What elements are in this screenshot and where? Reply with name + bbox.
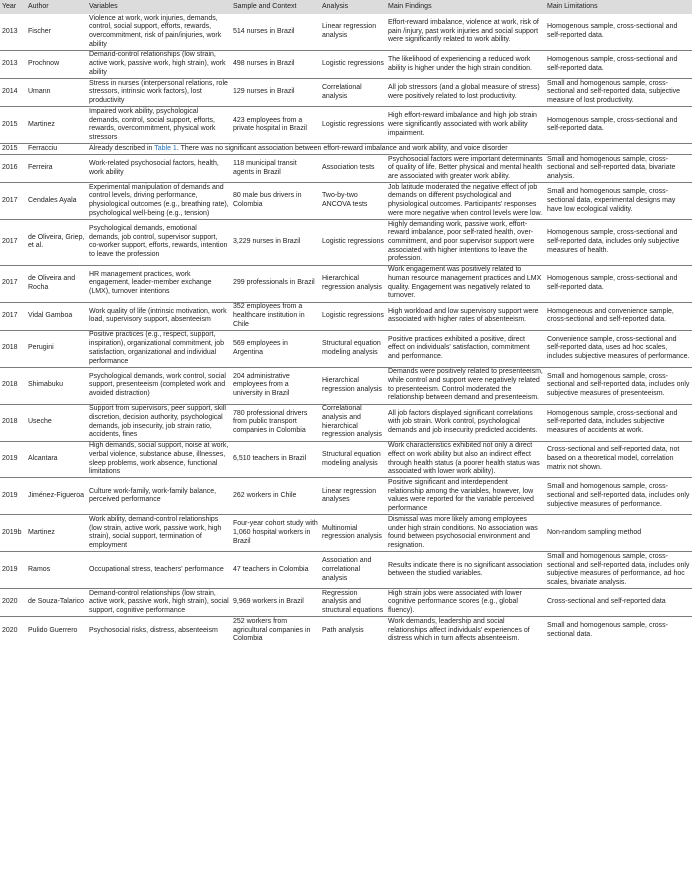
cell-limitations: Homogenous sample, cross-sectional and self-reported data, includes only subjective measures of health. xyxy=(547,229,680,254)
cell-year: 2016 xyxy=(2,164,18,172)
table-row xyxy=(0,50,692,78)
cell-author: Martinez xyxy=(28,120,55,128)
cell-findings: Effort-reward imbalance, violence at work, risk of pain /injury, past work injuries and social support were significantly related to work ability. xyxy=(388,18,539,44)
cell-variables: Occupational stress, teachers' performance xyxy=(89,565,224,573)
cell-sample: 780 professional drivers from public transport companies in Colombia xyxy=(233,409,308,434)
cell-findings: High effort-reward imbalance and high job strain were significantly associated with work ability impairment. xyxy=(388,112,537,137)
table-row xyxy=(0,367,692,404)
cell-analysis: Linear regression analyses xyxy=(322,487,377,504)
cell-findings: High strain jobs were associated with lower cognitive performance scores (e.g., global fluency). xyxy=(388,589,522,615)
cell-analysis: Structural equation modeling analysis xyxy=(322,340,381,356)
table-body xyxy=(0,14,692,645)
cell-findings: Work demands, leadership and social relationships affect individuals' experiences of distress which in turn affects absenteeism. xyxy=(388,617,530,643)
cell-analysis: Structural equation modeling analysis xyxy=(322,450,381,467)
cell-analysis: Two-by-two ANCOVA tests xyxy=(322,192,368,209)
cell-analysis: Logistic regressions xyxy=(322,120,384,128)
cell-author: Fischer xyxy=(28,27,51,35)
cell-findings: Positive practices exhibited a positive, direct effect on individuals' satisfaction, commitment and performance. xyxy=(388,335,530,361)
cell-sample: 118 municipal transit agents in Brazil xyxy=(233,159,297,176)
span-note-text: Already described in xyxy=(89,144,155,152)
cell-author: Useche xyxy=(28,418,52,426)
cell-year: 2013 xyxy=(2,27,18,35)
cell-limitations: Small and homogenous sample, cross-sectional and self-reported data, includes only subjective measures of performance. xyxy=(547,483,690,508)
cell-year: 2020 xyxy=(2,598,18,606)
cell-findings: Psychosocial factors were important determinants of quality of life. Better physical and mental health are associated with greater work ability. xyxy=(388,155,543,180)
cell-year: 2018 xyxy=(2,418,18,426)
cell-year: 2015 xyxy=(2,120,18,128)
cell-variables: HR management practices, work engagement, leader-member exchange (LMX), turnover intentions xyxy=(89,270,212,296)
cell-analysis: Logistic regressions xyxy=(322,60,384,68)
cell-sample: 9,969 workers in Brazil xyxy=(233,598,304,606)
cell-author: de Oliveira, Griep, et al. xyxy=(28,233,85,250)
cell-sample: 47 teachers in Colombia xyxy=(233,565,309,573)
cell-sample: 352 employees from a healthcare institution in Chile xyxy=(233,303,305,328)
cell-variables: High demands, social support, noise at work, verbal violence, substance abuse, illnesses, sleep problems, work absence, functional limitations xyxy=(89,442,229,476)
cell-analysis: Logistic regressions xyxy=(322,311,384,319)
cell-year: 2017 xyxy=(2,238,18,246)
cell-limitations: Small and homogenous sample, cross-sectional and self-reported data, includes only subjective measures of performance, ad hoc scales, bivariate analysis. xyxy=(547,552,690,586)
cell-sample: Four-year cohort study with 1,060 hospital workers in Brazil xyxy=(233,520,318,545)
cell-sample: 514 nurses in Brazil xyxy=(233,27,295,35)
cell-limitations: Small and homogenous sample, cross-sectional and self-reported data, subjective measure of lost productivity. xyxy=(547,79,681,105)
cell-year: 2019 xyxy=(2,565,18,573)
cell-analysis: Correlational analysis and hierarchical regression analysis xyxy=(322,405,382,439)
cell-author: de Oliveira and Rocha xyxy=(28,274,76,291)
cell-sample: 498 nurses in Brazil xyxy=(233,60,295,68)
cell-year: 2019b xyxy=(2,528,22,536)
cell-analysis: Association and correlational analysis xyxy=(322,557,372,582)
cell-findings: Work characteristics exhibited not only a direct effect on work ability but also an indirect effect through health status (a poorer health status was associated with lower work ability). xyxy=(388,442,540,476)
cell-analysis: Path analysis xyxy=(322,626,364,634)
cell-findings: The likelihood of experiencing a reduced work ability is higher under the high strain condition. xyxy=(388,55,532,72)
header-limitations: Main Limitations xyxy=(545,0,692,14)
cell-variables: Psychosocial risks, distress, absenteeism xyxy=(89,626,218,634)
cell-findings: All job stressors (and a global measure of stress) were positively related to lost productivity. xyxy=(388,84,540,100)
cell-variables: Work-related psychosocial factors, health, work ability xyxy=(89,159,219,176)
cell-variables: Work ability, demand-control relationships (low strain, active work, passive work, high strain), social support, termination of employment xyxy=(89,515,222,550)
cell-analysis: Linear regression analysis xyxy=(322,23,377,39)
cell-variables: Demand-control relationships (low strain, active work, passive work, high strain), social support, cognitive performance xyxy=(89,589,229,615)
table-row xyxy=(0,220,692,266)
cell-variables: Positive practices (e.g., respect, support, inspiration), organizational commitment, job satisfaction, organizational and individual performance xyxy=(89,331,225,365)
cell-span-note xyxy=(87,144,692,155)
cell-author: Jiménez-Figueroa xyxy=(28,492,85,500)
cell-limitations: Homogeneous and convenience sample, cross-sectional and self-reported data. xyxy=(547,307,674,324)
cell-analysis: Hierarchical regression analysis xyxy=(322,274,382,291)
cell-year: 2017 xyxy=(2,311,18,319)
cell-analysis: Correlational analysis xyxy=(322,84,362,100)
table-row xyxy=(0,14,692,50)
cell-variables: Psychological demands, emotional demands, job control, supervisor support, co-worker support, efforts, rewards, intention to leave the profession xyxy=(89,225,228,259)
cell-analysis: Logistic regressions xyxy=(322,238,384,246)
cell-sample: 423 employees from a private hospital in Brazil xyxy=(233,116,307,133)
cell-limitations: Convenience sample, cross-sectional and self-reported data, uses ad hoc scales, includes subjective measures of performance. xyxy=(547,335,690,361)
cell-author: Martinez xyxy=(28,528,55,536)
cell-analysis: Association tests xyxy=(322,164,375,172)
cell-sample: 6,510 teachers in Brazil xyxy=(233,455,307,463)
table-1-link[interactable]: Table 1 xyxy=(154,144,177,152)
table-row xyxy=(0,265,692,302)
table-row xyxy=(0,515,692,552)
table-row xyxy=(0,155,692,183)
table-row xyxy=(0,617,692,645)
cell-author: Pulido Guerrero xyxy=(28,626,78,634)
cell-limitations: Cross-sectional and self-reported data, not based on a theoretical model, correlation matrix not shown. xyxy=(547,446,680,471)
cell-analysis: Multinomial regression analysis xyxy=(322,524,382,541)
table-row xyxy=(0,441,692,478)
cell-findings: Positive significant and interdependent relationship among the variables, however, low values were reported for the variable perceived performance xyxy=(388,479,534,513)
cell-findings: All job factors displayed significant correlations with job strain. Work control, psychological demands and job insecurity predicted accidents. xyxy=(388,409,538,434)
cell-variables: Demand-control relationships (low strain, active work, passive work, high strain), work ability xyxy=(89,51,226,76)
header-year: Year xyxy=(0,0,26,14)
cell-author: Alcantara xyxy=(28,455,58,463)
cell-sample: 569 employees in Argentina xyxy=(233,340,288,356)
cell-limitations: Homogenous sample, cross-sectional and self-reported data, includes subjective measures of accidents at work. xyxy=(547,409,678,434)
cell-author: de Souza-Talarico xyxy=(28,598,85,606)
cell-variables: Support from supervisors, peer support, skill discretion, decision authority, psychological demands, job insecurity, job strain ratio, accidents, fines xyxy=(89,405,226,439)
table-row xyxy=(0,183,692,220)
cell-author: Vidal Gamboa xyxy=(28,311,73,319)
cell-year: 2018 xyxy=(2,344,18,352)
cell-limitations: Homogenous sample, cross-sectional and self-reported data. xyxy=(547,23,678,39)
cell-sample: 129 nurses in Brazil xyxy=(233,88,295,96)
table-row xyxy=(0,552,692,589)
cell-variables: Violence at work, work injuries, demands, control, social support, efforts, rewards, overcommitment, risk of pain/injuries, work ability xyxy=(89,14,222,48)
cell-author: Ferracciu xyxy=(28,144,58,152)
cell-findings: Highly demanding work, passive work, effort-reward imbalance, poor self-rated health, over-commitment, and poor supervisor support were associated with higher intentions to leave the profession. xyxy=(388,220,535,263)
cell-limitations: Small and homogenous sample, cross-sectional and self-reported data, bivariate analysis. xyxy=(547,155,676,180)
cell-limitations: Non-random sampling method xyxy=(547,528,642,536)
cell-limitations: Homogenous sample, cross-sectional and self-reported data. xyxy=(547,55,678,72)
cell-sample: 204 administrative employees from a university in Brazil xyxy=(233,372,290,398)
cell-author: Prochnow xyxy=(28,60,60,68)
cell-variables: Work quality of life (intrinsic motivation, work load, supervisory support, absenteeism xyxy=(89,307,227,324)
cell-sample: 252 workers from agricultural companies in Colombia xyxy=(233,617,311,643)
table-header-row xyxy=(0,0,692,14)
cell-variables: Stress in nurses (interpersonal relations, role stressors, intrinsic work factors), lost productivity xyxy=(89,79,228,105)
cell-limitations: Small and homogenous sample, cross-sectional data, experimental designs may have low ecological validity. xyxy=(547,188,676,213)
cell-year: 2019 xyxy=(2,492,18,500)
cell-year: 2015 xyxy=(2,144,18,152)
cell-author: Perugini xyxy=(28,344,54,352)
cell-sample: 299 professionals in Brazil xyxy=(233,279,315,287)
span-note-text: . There was no significant association between effort-reward imbalance and work ability, and voice disorder xyxy=(176,144,508,152)
cell-variables: Psychological demands, work control, social support, presenteeism (completed work and avoided distraction) xyxy=(89,372,226,398)
table-row xyxy=(0,330,692,367)
cell-variables: Impaired work ability, psychological demands, control, social support, efforts, rewards, overcommitment, physical work stressors xyxy=(89,107,216,141)
header-variables: Variables xyxy=(87,0,231,14)
cell-author: Ramos xyxy=(28,565,51,573)
cell-variables: Culture work-family, work-family balance, perceived performance xyxy=(89,487,217,504)
table-row xyxy=(0,589,692,617)
cell-year: 2017 xyxy=(2,196,18,204)
cell-analysis: Hierarchical regression analysis xyxy=(322,377,382,393)
cell-sample: 262 workers in Chile xyxy=(233,492,297,500)
header-analysis: Analysis xyxy=(320,0,386,14)
cell-author: Ferreira xyxy=(28,164,53,172)
cell-sample: 3,229 nurses in Brazil xyxy=(233,238,301,246)
cell-author: Umann xyxy=(28,88,51,96)
cell-findings: Job latitude moderated the negative effect of job demands on different psychological and physiological outcomes. Participants' responses were more negative when control levels were low. xyxy=(388,183,543,217)
table-row xyxy=(0,478,692,515)
table-row xyxy=(0,404,692,441)
cell-limitations: Small and homogenous sample, cross-sectional and self-reported data, includes only subjective measures of presenteeism. xyxy=(547,372,690,398)
cell-year: 2018 xyxy=(2,381,18,389)
cell-limitations: Cross-sectional and self-reported data xyxy=(547,598,666,606)
cell-analysis: Regression analysis and structural equations xyxy=(322,589,384,615)
cell-findings: Work engagement was positively related to human resource management practices and LMX quality. Engagement was negatively related to turnover. xyxy=(388,266,542,300)
cell-limitations: Small and homogenous sample, cross-sectional data. xyxy=(547,622,669,638)
cell-findings: Demands were positively related to presenteeism, while control and support were negatively related to presenteeism. Control moderated the relationship between demand and presenteeism. xyxy=(388,368,543,402)
cell-limitations: Homogenous sample, cross-sectional and self-reported data. xyxy=(547,116,678,133)
cell-year: 2020 xyxy=(2,626,18,634)
cell-findings: Dismissal was more likely among employees under high strain conditions. No association was found between psychosocial environment and resignation. xyxy=(388,515,538,550)
table-row-span xyxy=(0,144,692,155)
header-sample: Sample and Context xyxy=(231,0,320,14)
cell-findings: Results indicate there is no significant association between the studied variables. xyxy=(388,561,543,578)
cell-limitations: Homogenous sample, cross-sectional and self-reported data. xyxy=(547,274,678,291)
cell-variables: Experimental manipulation of demands and control levels, driving performance, physiological outcomes (e.g., breathing rate), psychological well-being (e.g., tension) xyxy=(89,183,229,217)
cell-author: Cendales Ayala xyxy=(28,196,77,204)
table-row xyxy=(0,79,692,107)
cell-sample: 80 male bus drivers in Colombia xyxy=(233,192,302,209)
cell-author: Shimabuku xyxy=(28,381,64,389)
cell-findings: High workload and low supervisory support were associated with higher rates of absenteeism. xyxy=(388,307,539,324)
header-author: Author xyxy=(26,0,87,14)
cell-year: 2017 xyxy=(2,279,18,287)
cell-year: 2014 xyxy=(2,88,18,96)
header-findings: Main Findings xyxy=(386,0,545,14)
cell-year: 2019 xyxy=(2,455,18,463)
table-row xyxy=(0,302,692,330)
cell-year: 2013 xyxy=(2,60,18,68)
table-row xyxy=(0,107,692,144)
